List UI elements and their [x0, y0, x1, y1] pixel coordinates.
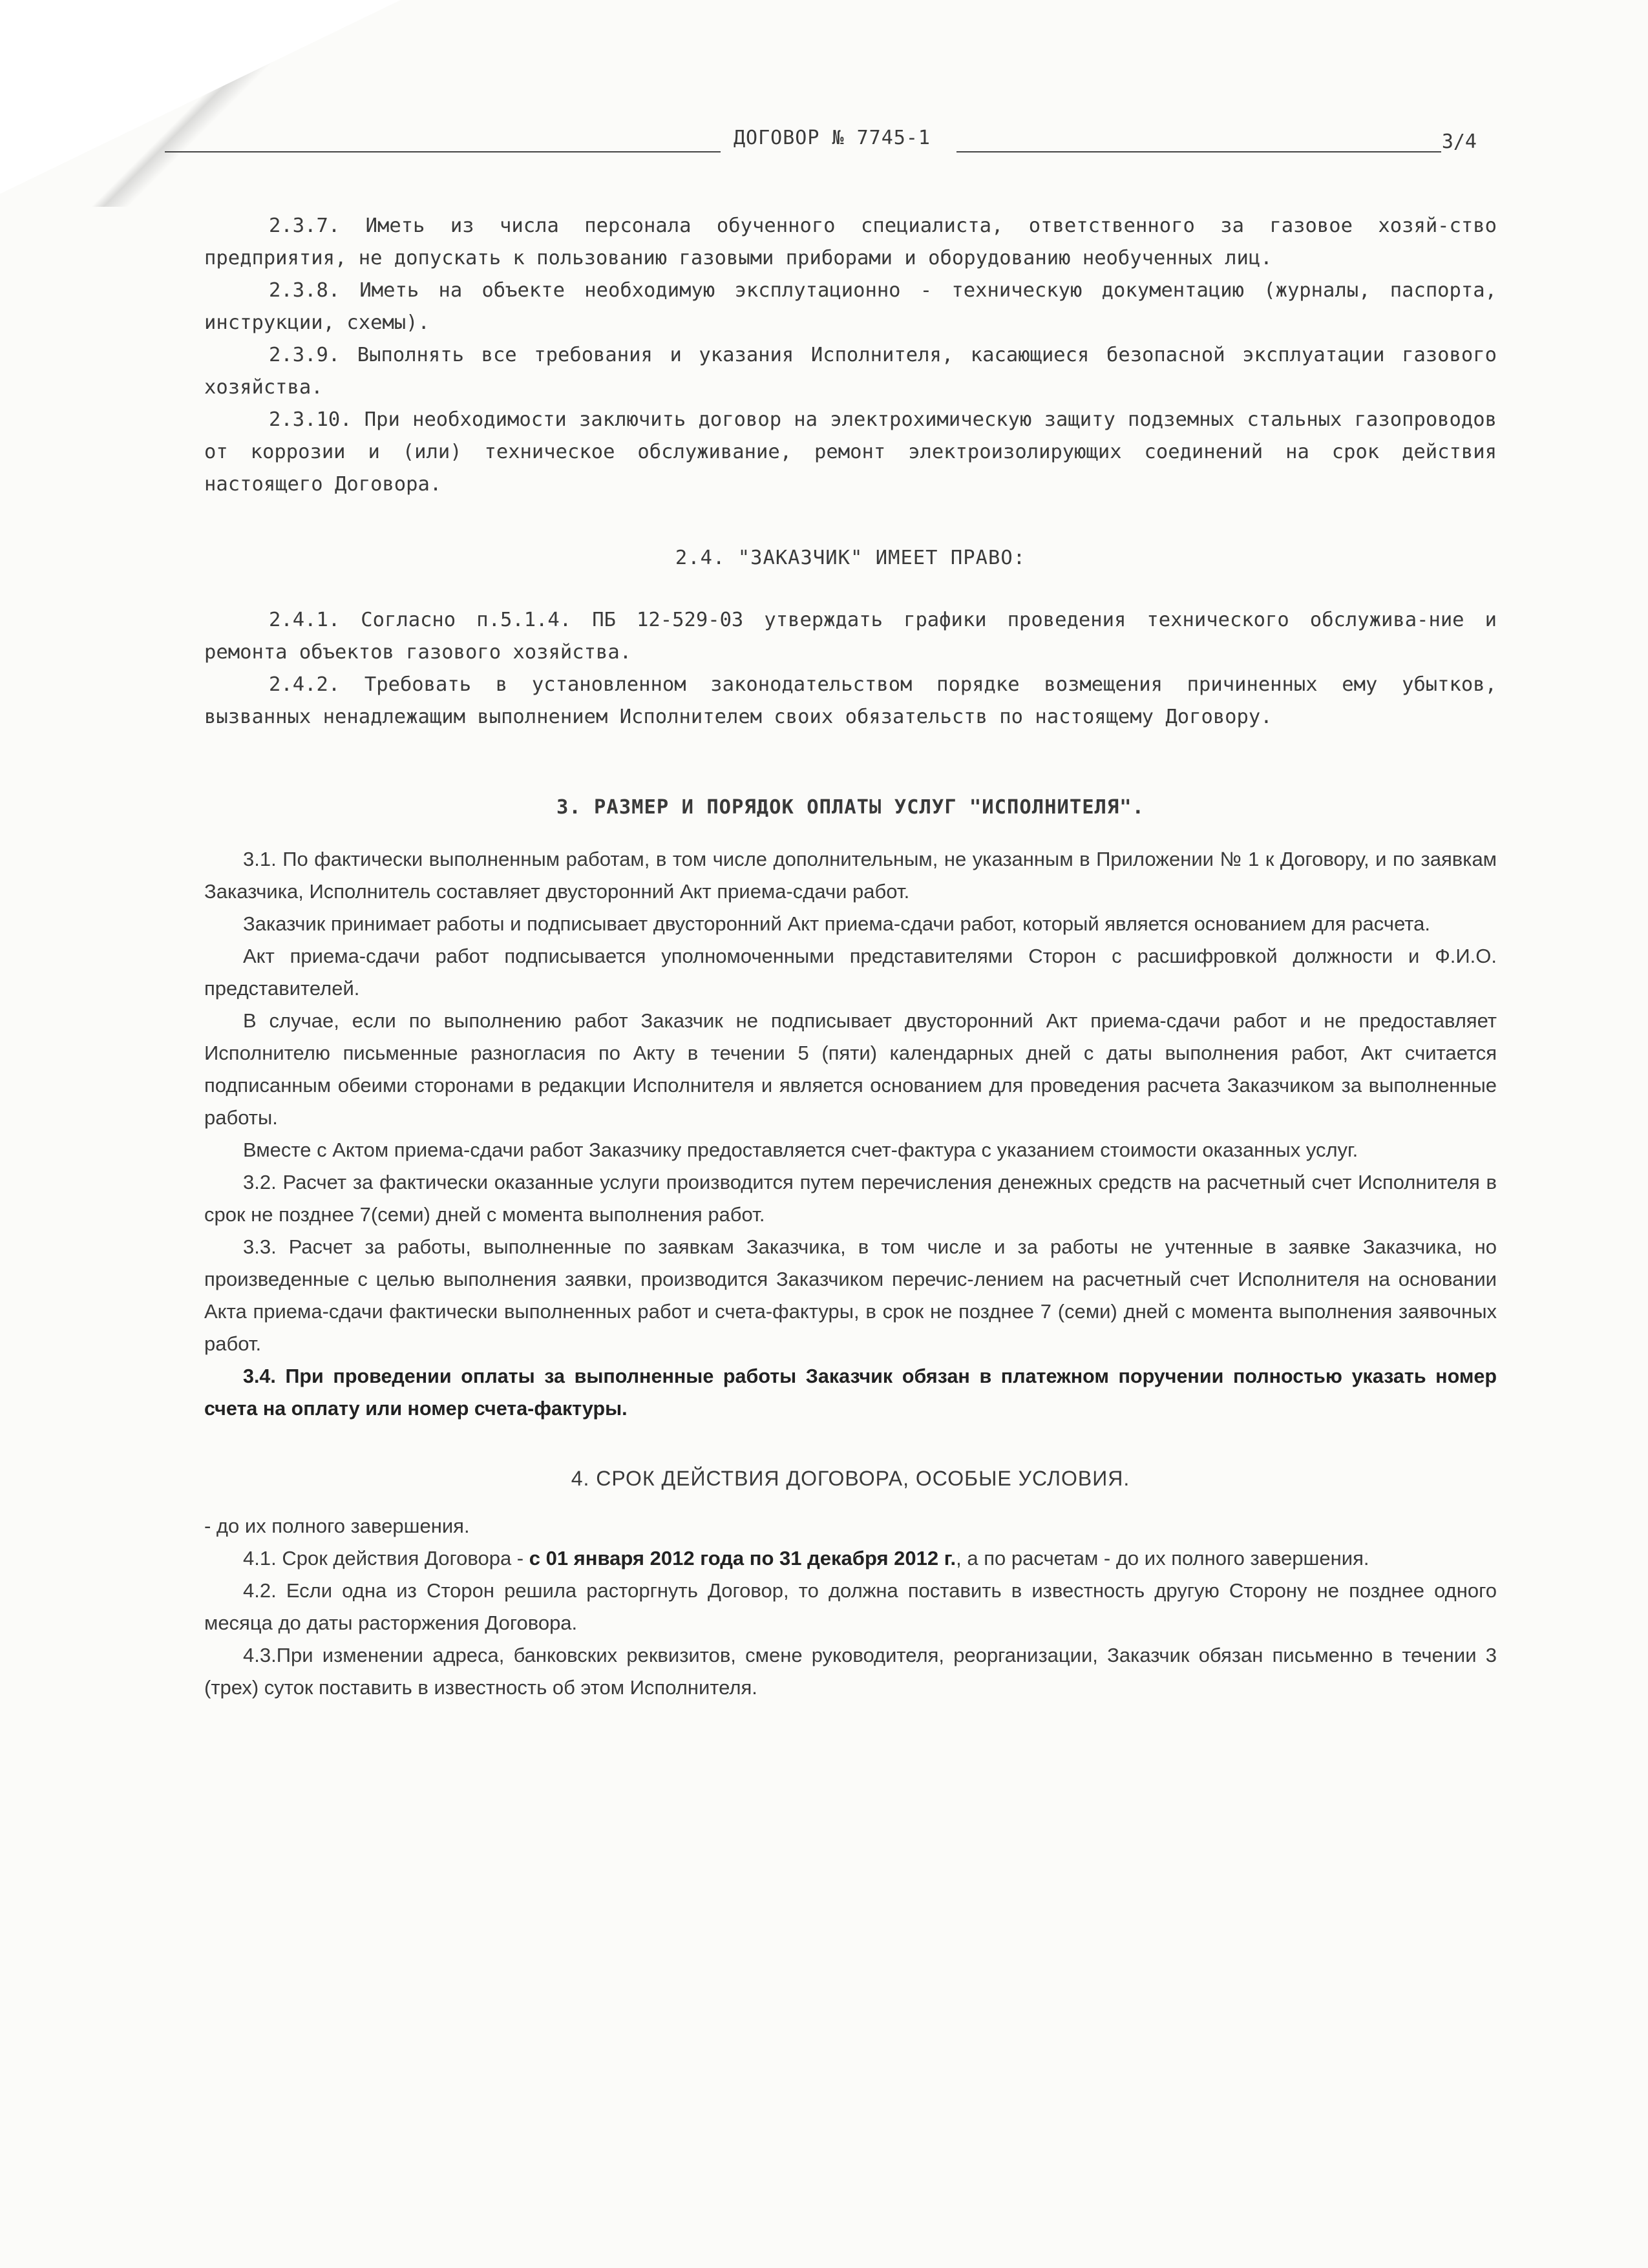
clause-4-3: 4.3.При изменении адреса, банковских реквизитов, смене руководителя, реорганизации, Заказчик обязан письменно в течении 3 (трех) суток поставить в известность об этом Исполнителя. [204, 1644, 1497, 1699]
contract-title: ДОГОВОР № 7745-1 [734, 127, 931, 149]
section-2-4-heading: 2.4. "ЗАКАЗЧИК" ИМЕЕТ ПРАВО: [675, 547, 1026, 569]
clause-2-3-10: 2.3.10. При необходимости заключить договор на электрохимическую защиту подземных стальных газопроводов от коррозии и (или) техническое обслуживание, ремонт электроизолирующих соединений на срок действия настоящего Договора. [204, 408, 1497, 496]
section-4-heading: 4. СРОК ДЕЙСТВИЯ ДОГОВОРА, ОСОБЫЕ УСЛОВИЯ. [571, 1467, 1130, 1490]
clause-3-1-invoice: Вместе с Актом приема-сдачи работ Заказчику предоставляется счет-фактура с указанием стоимости оказанных услуг. [243, 1139, 1358, 1161]
clause-4-1-tail: , а по расчетам - до их полного завершения. [956, 1547, 1369, 1570]
section-3-heading: 3. РАЗМЕР И ПОРЯДОК ОПЛАТЫ УСЛУГ "ИСПОЛНИТЕЛЯ". [556, 796, 1145, 819]
clause-4-1 [204, 1542, 1497, 1575]
clause-3-1-signing: Акт приема-сдачи работ подписывается уполномоченными представителями Сторон с расшифровкой должности и Ф.И.О. представителей. [204, 945, 1497, 1000]
clause-2-3-7: 2.3.7. Иметь из числа персонала обученного специалиста, ответственного за газовое хозяй-ство предприятия, не допускать к пользованию газовыми приборами и оборудованию необученных лиц. [204, 215, 1497, 269]
document-body [204, 210, 1497, 1704]
clause-3-1-acceptance: Заказчик принимает работы и подписывает двусторонний Акт приема-сдачи работ, который является основанием для расчета. [243, 912, 1430, 935]
clause-4-2: 4.2. Если одна из Сторон решила расторгнуть Договор, то должна поставить в известность другую Сторону не позднее одного месяца до даты расторжения Договора. [204, 1579, 1497, 1634]
clause-4-1-term: с 01 января 2012 года по 31 декабря 2012 г. [529, 1547, 956, 1570]
page-header [165, 123, 1477, 156]
clause-4-preface: - до их полного завершения. [204, 1515, 470, 1537]
clause-2-4-2: 2.4.2. Требовать в установленном законодательством порядке возмещения причиненных ему убытков, вызванных ненадлежащим выполнением Исполнителем своих обязательств по настоящему Договору. [204, 673, 1497, 728]
clause-4-1-lead: 4.1. Срок действия Договора - [243, 1547, 529, 1570]
page-number: 3/4 [1441, 131, 1477, 153]
clause-3-4: 3.4. При проведении оплаты за выполненные работы Заказчик обязан в платежном поручении полностью указать номер счета на оплату или номер счета-фактуры. [204, 1365, 1497, 1420]
clause-2-4-1: 2.4.1. Согласно п.5.1.4. ПБ 12-529-03 утверждать графики проведения технического обслужива-ние и ремонта объектов газового хозяйства. [204, 609, 1497, 664]
clause-3-1-disagreement: В случае, если по выполнению работ Заказчик не подписывает двусторонний Акт приема-сдачи работ и не предоставляет Исполнителю письменные разногласия по Акту в течении 5 (пяти) календарных дней с даты выполнения работ, Акт считается подписанным обеими сторонами в редакции Исполнителя и является основанием для проведения расчета Заказчиком за выполненные работы. [204, 1009, 1497, 1129]
clause-3-1: 3.1. По фактически выполненным работам, в том числе дополнительным, не указанным в Приложении № 1 к Договору, и по заявкам Заказчика, Исполнитель составляет двусторонний Акт приема-сдачи работ. [204, 848, 1497, 903]
clause-2-3-8: 2.3.8. Иметь на объекте необходимую эксплутационно - техническую документацию (журналы, паспорта, инструкции, схемы). [204, 279, 1497, 334]
header-rule-left [165, 151, 721, 152]
clause-3-3: 3.3. Расчет за работы, выполненные по заявкам Заказчика, в том числе и за работы не учтенные в заявке Заказчика, но произведенные с целью выполнения заявки, производится Заказчиком перечис-лением на расчетный счет Исполнителя на основании Акта приема-сдачи фактически выполненных работ и счета-фактуры, в срок не позднее 7 (семи) дней с момента выполнения заявочных работ. [204, 1235, 1497, 1355]
clause-3-2: 3.2. Расчет за фактически оказанные услуги производится путем перечисления денежных средств на расчетный счет Исполнителя в срок не позднее 7(семи) дней с момента выполнения работ. [204, 1171, 1497, 1226]
header-rule-right [956, 151, 1441, 152]
clause-2-3-9: 2.3.9. Выполнять все требования и указания Исполнителя, касающиеся безопасной эксплуатации газового хозяйства. [204, 344, 1497, 399]
